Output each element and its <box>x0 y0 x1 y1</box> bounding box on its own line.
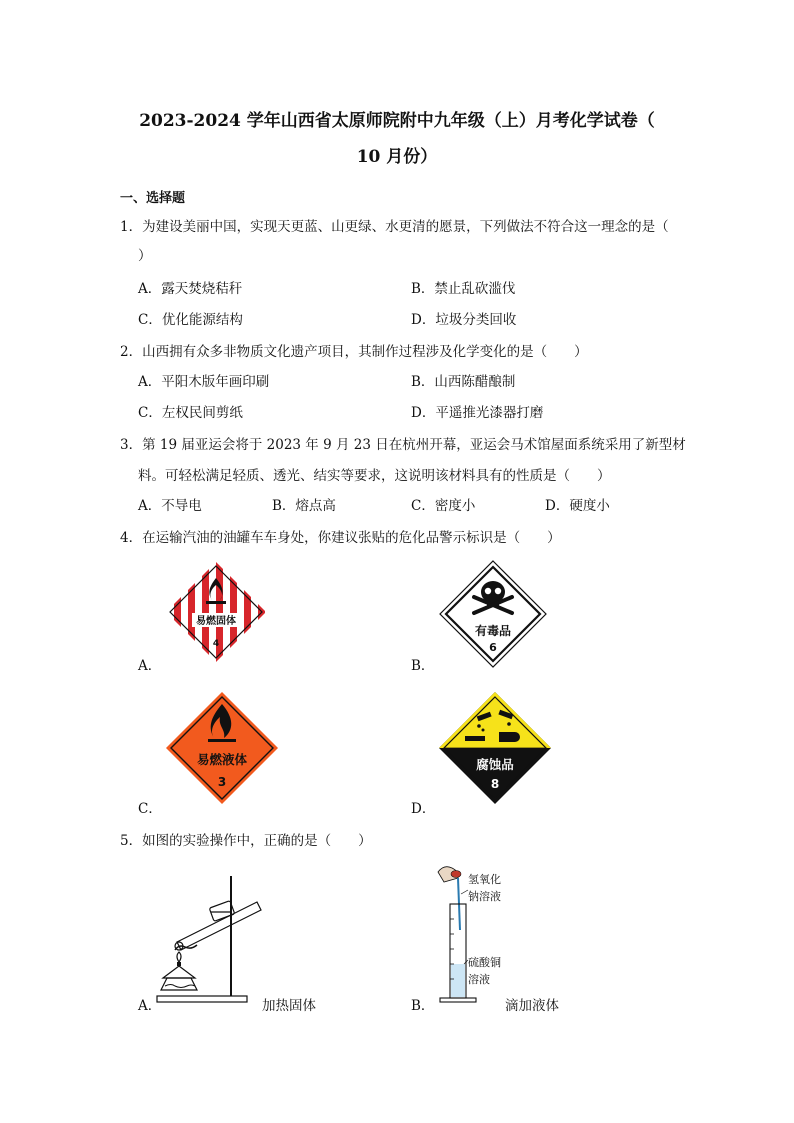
q5-option-b-caption: 滴加液体 <box>505 998 559 1014</box>
q3-option-a: A．不导电 <box>138 498 202 514</box>
exam-title-line2: 10 月份） <box>356 147 438 167</box>
q4-option-c-label: C． <box>138 801 162 817</box>
question-3-stem: 3．第 19 届亚运会将于 2023 年 9 月 23 日在杭州开幕，亚运会马术馆屋面系统采用了新型材 <box>120 437 686 453</box>
cuso4-label-line2: 溶液 <box>468 973 490 986</box>
q2-option-b: B．山西陈醋酿制 <box>411 374 516 390</box>
sign-d-number: 8 <box>490 777 500 791</box>
question-1-stem-cont: ） <box>138 248 152 264</box>
question-2-stem: 2．山西拥有众多非物质文化遗产项目，其制作过程涉及化学变化的是（ ） <box>120 344 588 360</box>
exam-title-line1: 2023-2024 学年山西省太原师院附中九年级（上）月考化学试卷（ <box>139 111 655 131</box>
question-4-stem: 4．在运输汽油的油罐车车身处，你建议张贴的危化品警示标识是（ ） <box>120 530 561 546</box>
question-1-stem: 1．为建设美丽中国，实现天更蓝、山更绿、水更清的愿景，下列做法不符合这一理念的是（ <box>120 219 669 235</box>
section-heading: 一、选择题 <box>120 191 186 206</box>
question-3-stem-cont: 料。可轻松满足轻质、透光、结实等要求，这说明该材料具有的性质是（ ） <box>138 468 611 484</box>
q1-option-b: B．禁止乱砍滥伐 <box>411 281 516 297</box>
question-5-stem: 5．如图的实验操作中，正确的是（ ） <box>120 833 372 849</box>
sign-a-number: 4 <box>212 639 220 649</box>
sign-c-text: 易燃液体 <box>196 752 248 767</box>
corrosive-substance-sign-icon <box>437 690 553 806</box>
q3-option-c: C．密度小 <box>411 498 476 514</box>
sign-a-text: 易燃固体 <box>196 616 236 627</box>
q4-option-b-label: B． <box>411 658 435 674</box>
q3-option-d: D．硬度小 <box>545 498 610 514</box>
sign-b-text: 有毒品 <box>474 624 512 638</box>
naoh-label-line1: 氢氧化 <box>468 873 501 886</box>
q2-option-c: C．左权民间剪纸 <box>138 405 243 421</box>
q1-option-c: C．优化能源结构 <box>138 312 243 328</box>
sign-c-number: 3 <box>217 775 227 789</box>
flammable-solid-sign-icon <box>164 560 268 664</box>
toxic-substance-sign-icon <box>438 559 548 669</box>
sign-d-text: 腐蚀品 <box>476 757 514 772</box>
q2-option-a: A．平阳木版年画印刷 <box>138 374 270 390</box>
flammable-liquid-sign-icon <box>164 690 280 806</box>
cuso4-label-line1: 硫酸铜 <box>468 956 501 969</box>
q1-option-a: A．露天焚烧秸秆 <box>138 281 243 297</box>
q5-option-b-label: B． <box>411 998 435 1014</box>
q2-option-d: D．平遥推光漆器打磨 <box>411 405 544 421</box>
q5-option-a-label: A． <box>138 998 162 1014</box>
q4-option-a-label: A． <box>138 658 162 674</box>
naoh-label-line2: 钠溶液 <box>468 890 501 903</box>
q5-option-a-caption: 加热固体 <box>262 998 316 1014</box>
q1-option-d: D．垃圾分类回收 <box>411 312 517 328</box>
heating-solid-apparatus-icon <box>157 870 267 1005</box>
sign-b-number: 6 <box>489 641 497 654</box>
q3-option-b: B．熔点高 <box>272 498 336 514</box>
q4-option-d-label: D． <box>411 801 436 817</box>
